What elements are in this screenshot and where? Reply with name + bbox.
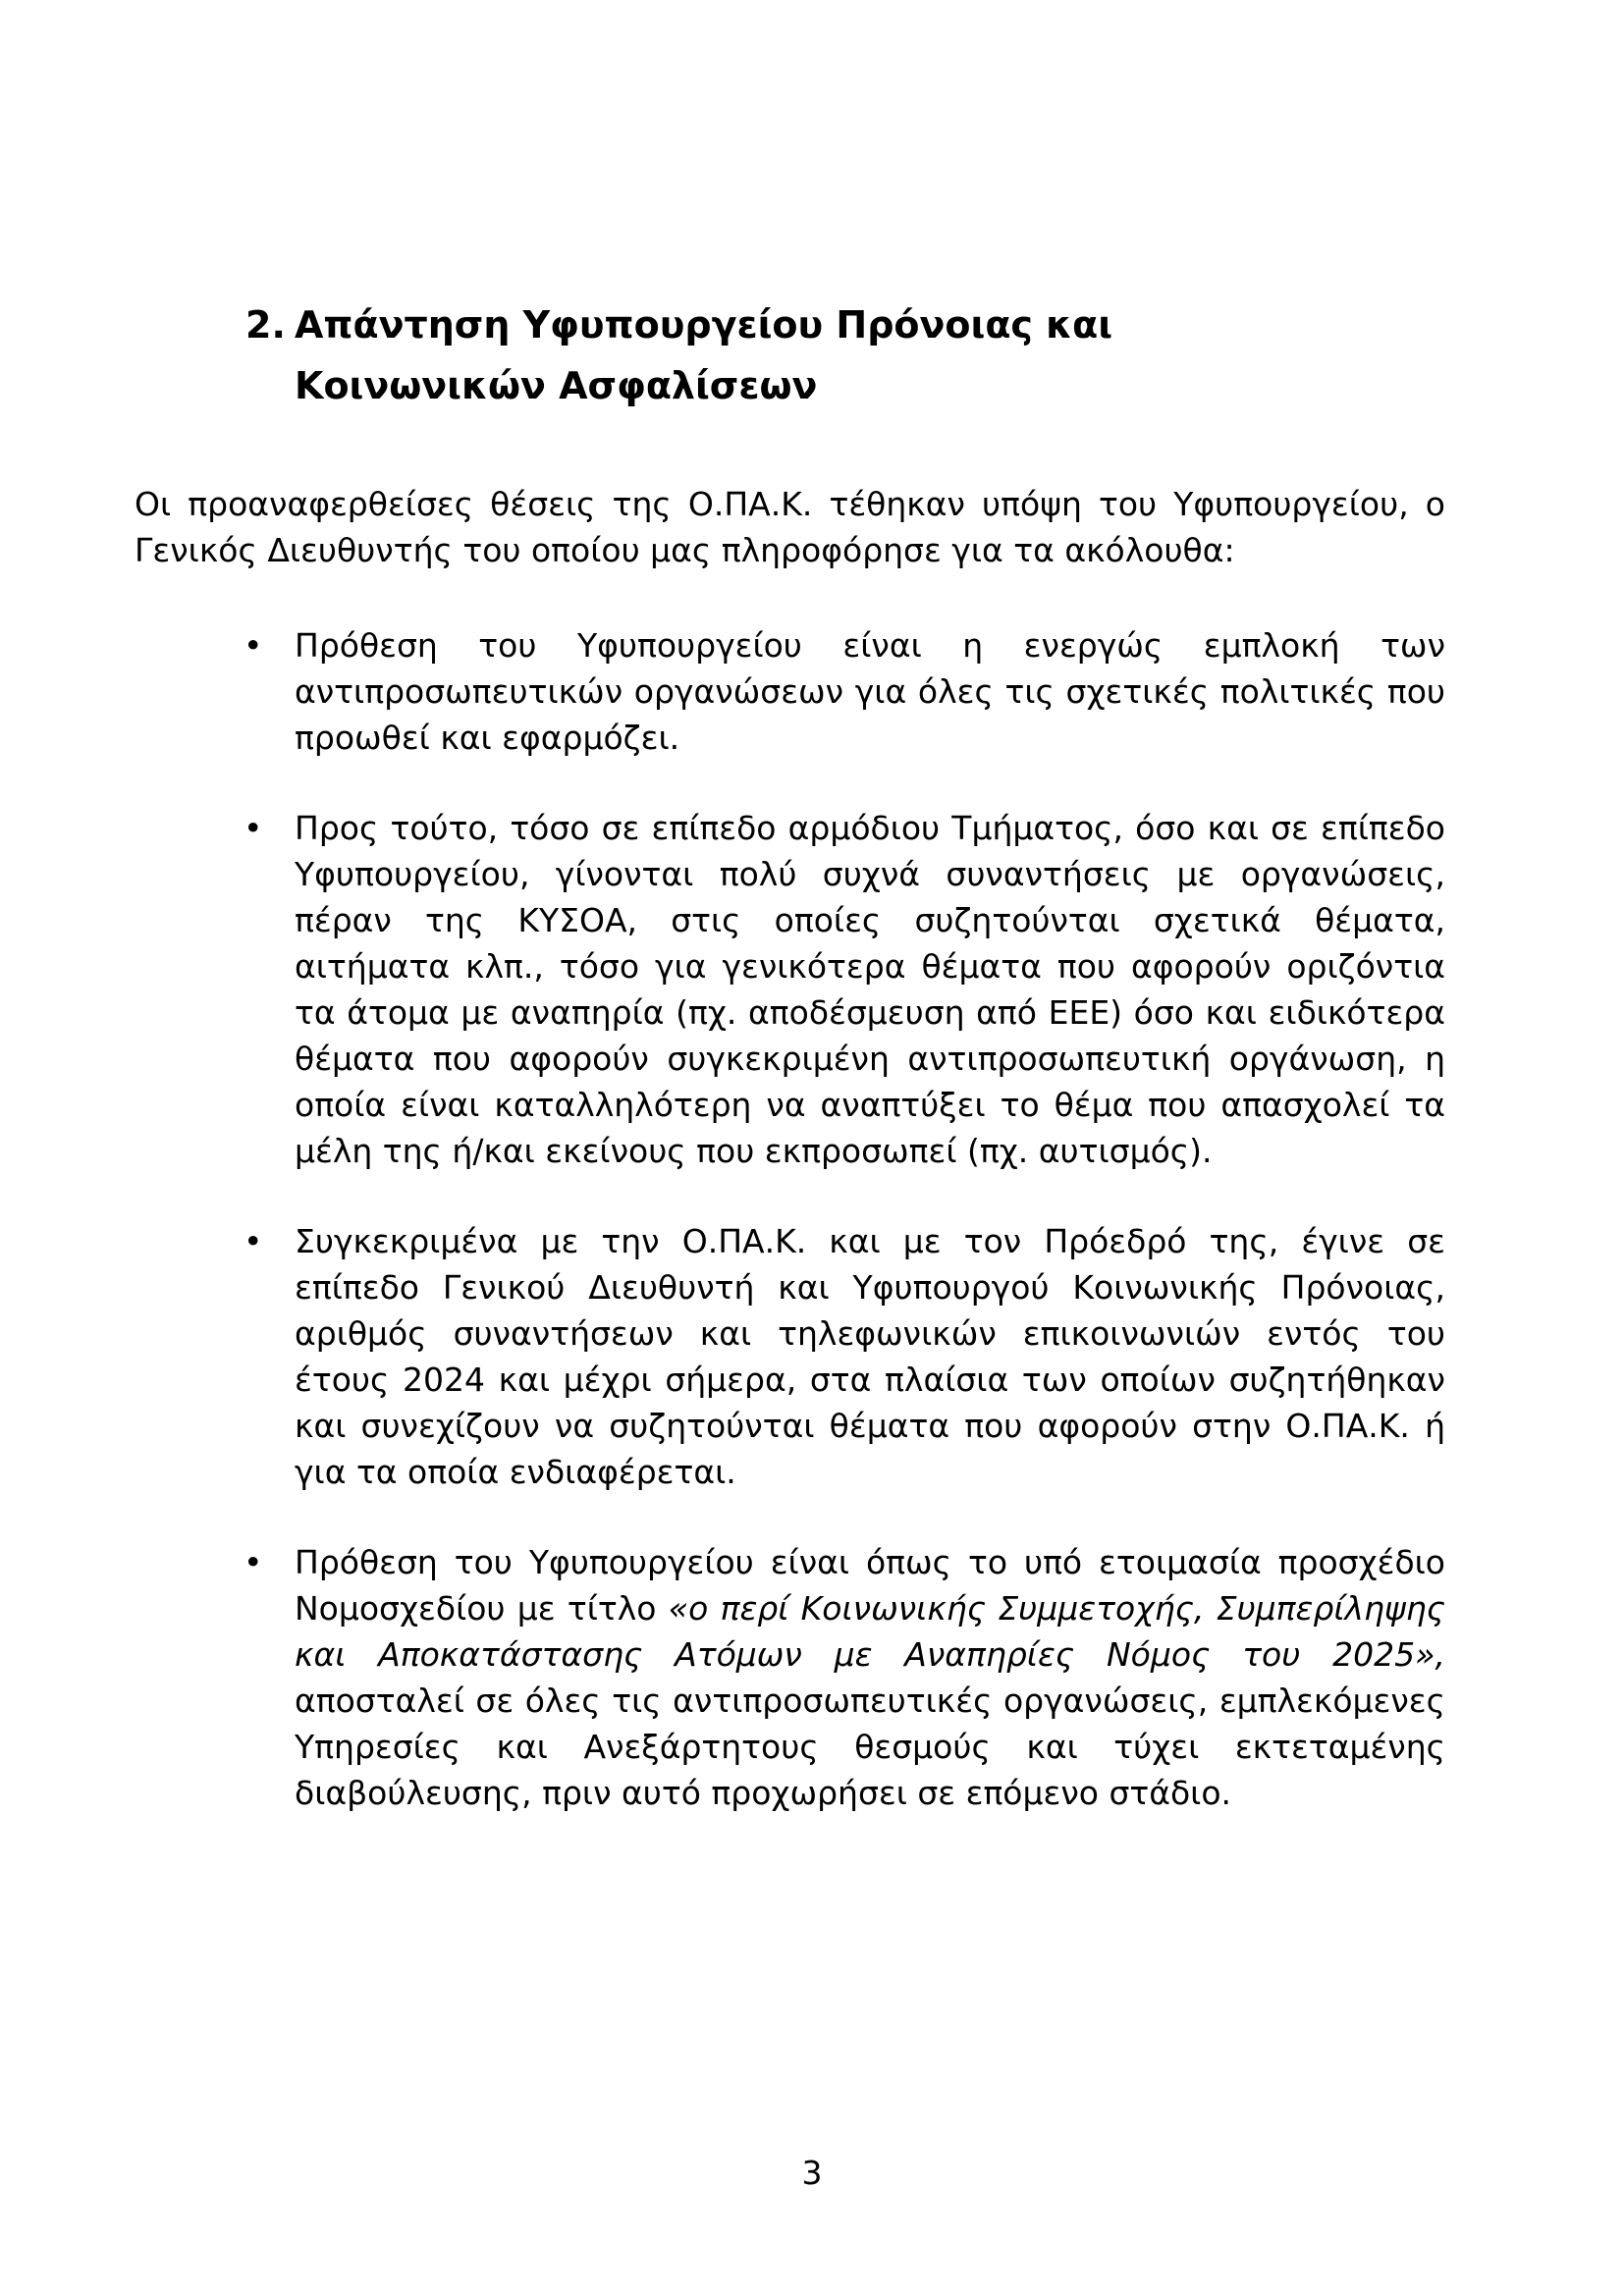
intro-paragraph: Οι προαναφερθείσες θέσεις της Ο.ΠΑ.Κ. τέθηκαν υπόψη του Υφυπουργείου, ο Γενικός Διευθυντής του οποίου μας πληροφόρησε για τα ακόλουθα: bbox=[135, 485, 1445, 569]
section-heading bbox=[245, 294, 1445, 416]
bullet-text: Συγκεκριμένα με την Ο.ΠΑ.Κ. και με τον Πρόεδρό της, έγινε σε επίπεδο Γενικού Διευθυντή και Υφυπουργού Κοινωνικής Πρόνοιας, αριθμός συναντήσεων και τηλεφωνικών επικοινωνιών εντός του έτους 2024 και μέχρι σήμερα, στα πλαίσια των οποίων συζητήθηκαν και συνεχίζουν να συζητούνται θέματα που αφορούν στην Ο.ΠΑ.Κ. ή για τα οποία ενδιαφέρεται. bbox=[295, 1222, 1445, 1491]
bullet-item bbox=[135, 805, 1445, 1174]
section-number: 2. bbox=[245, 303, 286, 347]
bullet-text: Πρόθεση του Υφυπουργείου είναι η ενεργώς εμπλοκή των αντιπροσωπευτικών οργανώσεων για όλες τις σχετικές πολιτικές που προωθεί και εφαρμόζει. bbox=[295, 626, 1445, 757]
bullet-text: αποσταλεί σε όλες τις αντιπροσωπευτικές οργανώσεις, εμπλεκόμενες Υπηρεσίες και Ανεξάρτητους θεσμούς και τύχει εκτεταμένης διαβούλευσης, πριν αυτό προχωρήσει σε επόμενο στάδιο. bbox=[295, 1682, 1445, 1812]
bullet-list bbox=[135, 622, 1445, 1816]
section-title: Απάντηση Υφυπουργείου Πρόνοιας και Κοινωνικών Ασφαλίσεων bbox=[295, 303, 1113, 407]
bullet-text: Προς τούτο, τόσο σε επίπεδο αρμόδιου Τμήματος, όσο και σε επίπεδο Υφυπουργείου, γίνονται πολύ συχνά συναντήσεις με οργανώσεις, πέραν της ΚΥΣΟΑ, στις οποίες συζητούνται σχετικά θέματα, αιτήματα κλπ., τόσο για γενικότερα θέματα που αφορούν οριζόντια τα άτομα με αναπηρία (πχ. αποδέσμευση από ΕΕΕ) όσο και ειδικότερα θέματα που αφορούν συγκεκριμένη αντιπροσωπευτική οργάνωση, η οποία είναι καταλληλότερη να αναπτύξει το θέμα που απασχολεί τα μέλη της ή/και εκείνους που εκπροσωπεί (πχ. αυτισμός). bbox=[295, 809, 1445, 1170]
bullet-text: Πρόθεση του Υφυπουργείου είναι όπως το υπό ετοιμασία προσχέδιο Νομοσχεδίου με τίτλο bbox=[295, 1543, 1445, 1628]
bullet-item bbox=[135, 1539, 1445, 1816]
page-number: 3 bbox=[801, 2154, 823, 2192]
bullet-item bbox=[135, 1218, 1445, 1495]
bullet-item bbox=[135, 622, 1445, 761]
bullet-text-italic: «ο περί Κοινωνικής Συμμετοχής, Συμπερίληψης και Αποκατάστασης Ατόμων με Αναπηρίες Νόμος του 2025», bbox=[295, 1589, 1445, 1674]
